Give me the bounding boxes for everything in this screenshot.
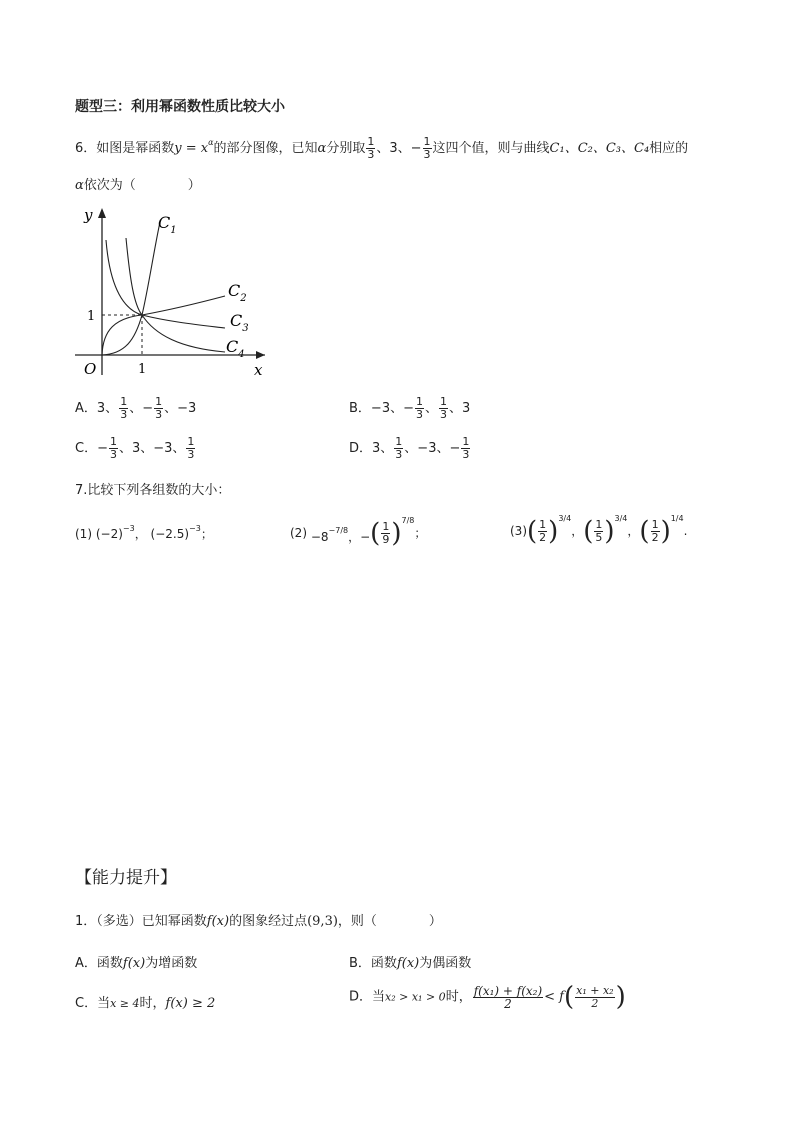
- q7-part-1: (1) $(-2)^{-3}$， $(-2.5)^{-3}$；: [75, 524, 213, 541]
- ability-option-b[interactable]: B．函数f(x)为偶函数: [349, 956, 472, 971]
- question-6-stem: [75, 136, 688, 161]
- ability-q1-stem: 1．（多选）已知幂函数f(x)的图象经过点(9,3)，则（ ）: [75, 914, 442, 929]
- ability-option-d[interactable]: D．当x₂ > x₁ > 0时， $\frac{\text{f(x₁) + f(x₂)}}{2}$ < f( $\frac{\text{x₁ + x₂}}{2}$ ): [349, 982, 626, 1012]
- alpha-symbol: α: [317, 141, 327, 156]
- curve-c3: [106, 240, 225, 328]
- power-function: $y = x^\alpha$: [174, 138, 214, 156]
- c4-label: $C_4$: [226, 337, 245, 360]
- q7-part-2: $(2) -8^{-7/8}$，−( $\frac{1}{9}$ )$^{7/8}$；: [290, 516, 427, 549]
- fraction: $\frac{1}{3}$: [367, 135, 375, 161]
- q6-take: 分别取: [326, 141, 366, 156]
- curve-c4: [126, 238, 225, 352]
- ability-option-a[interactable]: A．函数f(x)为增函数: [75, 956, 198, 971]
- x-axis-label: x: [254, 361, 263, 379]
- ability-option-c[interactable]: C．当x ≥ 4时，f(x) ≥ 2: [75, 996, 216, 1011]
- question-6-line2: [75, 174, 201, 193]
- ability-title: 【能力提升】: [75, 868, 177, 888]
- option-d[interactable]: D．3、 $\frac{1}{3}$ 、−3、− $\frac{1}{3}$: [349, 435, 470, 461]
- question-7-title: 7.比较下列各组数的大小：: [75, 483, 231, 498]
- power-function-graph: [70, 200, 270, 380]
- q7-part-3: (3)( $\frac{1}{2}$ )$^{3/4}$，( $\frac{1}{5}$ )$^{3/4}$，( $\frac{1}{2}$ )$^{1/4}$.: [510, 514, 688, 547]
- y-one-label: 1: [87, 309, 96, 324]
- y-axis-label: y: [84, 206, 93, 224]
- q6-tail: 相应的: [649, 141, 689, 156]
- q6-end: 这四个值，则与曲线: [432, 141, 550, 156]
- c2-label: $C_2$: [228, 281, 247, 304]
- option-a[interactable]: A．3、 $\frac{1}{3}$ 、− $\frac{1}{3}$ 、−3: [75, 395, 197, 421]
- section-title: 题型三：利用幂函数性质比较大小: [75, 99, 285, 115]
- c1-label: $C_1$: [158, 213, 177, 236]
- y-axis-arrow: [98, 208, 106, 218]
- x-one-label: 1: [138, 362, 147, 377]
- curve-names: C₁、C₂、C₃、C₄: [549, 141, 650, 156]
- option-b[interactable]: B．−3、− $\frac{1}{3}$ 、 $\frac{1}{3}$ 、3: [349, 395, 471, 421]
- c3-label: $C_3$: [230, 311, 249, 334]
- q6-mid: 的部分图像，已知: [213, 141, 318, 156]
- fraction: $\frac{1}{3}$: [423, 135, 431, 161]
- option-c[interactable]: C．− $\frac{1}{3}$ 、3、−3、 $\frac{1}{3}$: [75, 435, 195, 461]
- q6-values: 、3、−: [376, 141, 422, 156]
- q6-line2-text: 依次为（ ）: [83, 178, 201, 193]
- alpha-symbol: α: [75, 178, 84, 193]
- x-axis-arrow: [256, 351, 265, 359]
- curve-c1: [102, 222, 160, 355]
- origin-label: O: [84, 360, 97, 378]
- q6-prefix: 6．如图是幂函数: [75, 141, 175, 156]
